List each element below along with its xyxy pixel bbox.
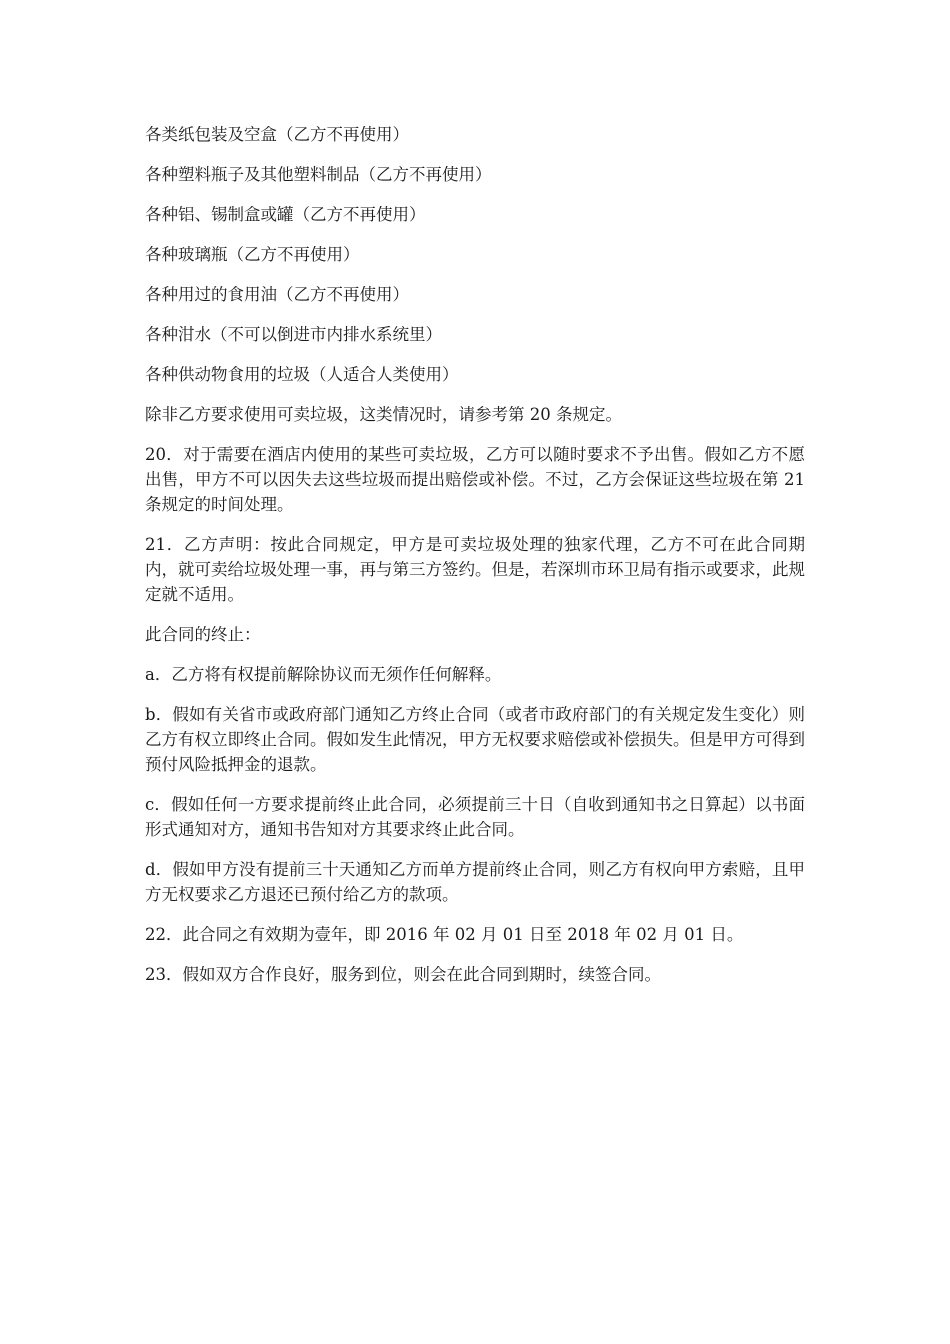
paragraph-exception-note: 除非乙方要求使用可卖垃圾，这类情况时，请参考第 20 条规定。 (145, 405, 622, 424)
paragraph-swill: 各种泔水（不可以倒进市内排水系统里） (145, 325, 442, 344)
clause-20: 20．对于需要在酒店内使用的某些可卖垃圾，乙方可以随时要求不予出售。假如乙方不愿出售，甲方不可以因失去这些垃圾而提出赔偿或补偿。不过，乙方会保证这些垃圾在第 21 条规定的时间处理。 (145, 445, 805, 514)
paragraph-animal-feed: 各种供动物食用的垃圾（人适合人类使用） (145, 365, 459, 384)
paragraph-used-oil: 各种用过的食用油（乙方不再使用） (145, 285, 409, 304)
paragraph-metal-cans: 各种铝、锡制盒或罐（乙方不再使用） (145, 205, 426, 224)
clause-21: 21．乙方声明：按此合同规定，甲方是可卖垃圾处理的独家代理，乙方不可在此合同期内，就可卖给垃圾处理一事，再与第三方签约。但是，若深圳市环卫局有指示或要求，此规定就不适用。 (145, 535, 805, 604)
termination-item-b: b．假如有关省市或政府部门通知乙方终止合同（或者市政府部门的有关规定发生变化）则乙方有权立即终止合同。假如发生此情况，甲方无权要求赔偿或补偿损失。但是甲方可得到预付风险抵押金的退款。 (145, 705, 805, 774)
clause-23: 23．假如双方合作良好，服务到位，则会在此合同到期时，续签合同。 (145, 965, 661, 984)
clause-22: 22．此合同之有效期为壹年，即 2016 年 02 月 01 日至 2018 年 02 月 01 日。 (145, 925, 744, 944)
termination-item-d: d．假如甲方没有提前三十天通知乙方而单方提前终止合同，则乙方有权向甲方索赔，且甲方无权要求乙方退还已预付给乙方的款项。 (145, 860, 805, 904)
paragraph-plastic-bottles: 各种塑料瓶子及其他塑料制品（乙方不再使用） (145, 165, 492, 184)
termination-item-c: c．假如任何一方要求提前终止此合同，必须提前三十日（自收到通知书之日算起）以书面形式通知对方，通知书告知对方其要求终止此合同。 (145, 795, 805, 839)
termination-item-a: a．乙方将有权提前解除协议而无须作任何解释。 (145, 665, 502, 684)
paragraph-paper-packaging: 各类纸包装及空盒（乙方不再使用） (145, 125, 409, 144)
document-body (145, 122, 805, 1002)
termination-heading: 此合同的终止： (145, 625, 261, 644)
paragraph-glass-bottles: 各种玻璃瓶（乙方不再使用） (145, 245, 360, 264)
